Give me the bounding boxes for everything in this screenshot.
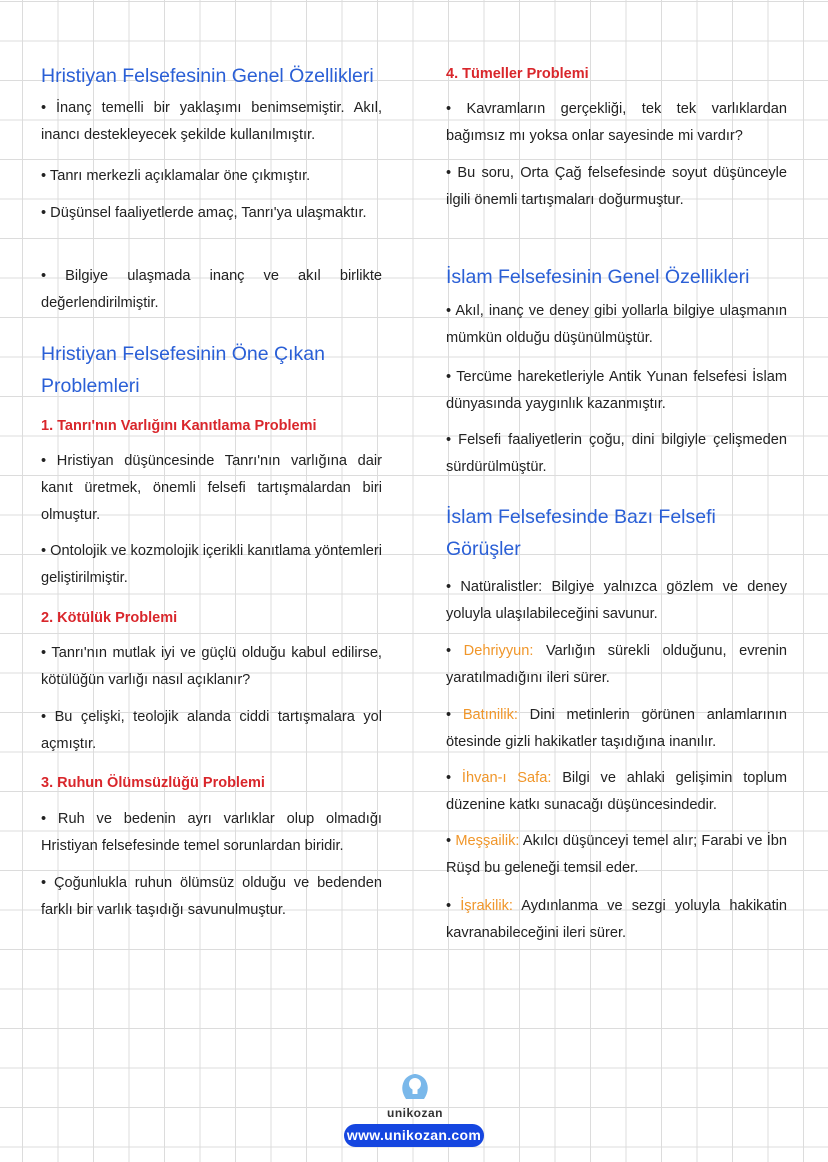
head-lightbulb-icon xyxy=(400,1073,430,1101)
brand-logo xyxy=(380,1073,450,1120)
view-item: • Meşşailik: Akılcı düşünceyi temel alır; Farabi ve İbn Rüşd bu geleneği temsil eder. xyxy=(446,833,788,876)
heading-christian-general: Hristiyan Felsefesinin Genel Özellikleri xyxy=(41,65,374,87)
view-term: İşrakilik: xyxy=(460,898,513,914)
list-item: • Hristiyan düşüncesinde Tanrı'nın varlığına dair kanıt üretmek, önemli felsefi tartışmalardan biri olmuştur. xyxy=(41,453,382,523)
view-item: • Natüralistler: Bilgiye yalnızca gözlem ve deney yoluyla ulaşılabileceğini savunur. xyxy=(446,579,787,622)
view-item: • İhvan-ı Safa: Bilgi ve ahlaki gelişimin toplum düzenine katkı sunacağı düşüncesindedir. xyxy=(446,770,788,813)
view-text: Varlığın sürekli olduğunu, evrenin yaratılmadığını ileri sürer. xyxy=(446,643,788,686)
list-item: • Çoğunlukla ruhun ölümsüz olduğu ve bedenden farklı bir varlık taşıdığı savunulmuştur. xyxy=(41,875,382,918)
list-item: • Felsefi faaliyetlerin çoğu, dini bilgiyle çelişmeden sürdürülmüştür. xyxy=(446,432,787,475)
brand-name: unikozan xyxy=(386,1106,443,1120)
list-item: • Tercüme hareketleriyle Antik Yunan felsefesi İslam dünyasında yaygınlık kazanmıştır. xyxy=(446,369,787,412)
view-text: Aydınlanma ve sezgi yoluyla hakikatin kavranabileceğini ileri sürer. xyxy=(446,898,788,941)
view-term: İhvan-ı Safa: xyxy=(461,770,552,786)
subheading-problem-1: 1. Tanrı'nın Varlığını Kanıtlama Problemi xyxy=(41,418,317,434)
view-text: Akılcı düşünceyi temel alır; Farabi ve İbn Rüşd bu geleneği temsil eder. xyxy=(446,833,788,876)
view-term: Dehriyyun: xyxy=(463,643,534,659)
view-term: Batınilik: xyxy=(462,707,518,723)
list-item: • Düşünsel faaliyetlerde amaç, Tanrı'ya ulaşmaktır. xyxy=(41,205,367,221)
heading-islam-views: İslam Felsefesinde Bazı Felsefi Görüşler xyxy=(446,506,716,560)
view-term: Natüralistler: xyxy=(460,579,543,595)
heading-islam-general: İslam Felsefesinin Genel Özellikleri xyxy=(446,266,750,288)
subheading-problem-3: 3. Ruhun Ölümsüzlüğü Problemi xyxy=(41,775,265,791)
view-text: Dini metinlerin görünen anlamlarının ötesinde gizli hakikatler taşıdığına inanılır. xyxy=(446,707,788,750)
view-term: Meşşailik: xyxy=(455,833,520,849)
list-item: • Tanrı'nın mutlak iyi ve güçlü olduğu kabul edilirse, kötülüğün varlığı nasıl açıklanır? xyxy=(41,645,382,688)
list-item: • Ontolojik ve kozmolojik içerikli kanıtlama yöntemleri geliştirilmiştir. xyxy=(41,543,382,586)
website-link[interactable]: www.unikozan.com xyxy=(344,1124,484,1147)
list-item: • İnanç temelli bir yaklaşımı benimsemiştir. Akıl, inancı destekleyecek şekilde kullanılmıştır. xyxy=(41,100,382,143)
subheading-problem-4: 4. Tümeller Problemi xyxy=(446,66,589,82)
view-item: • İşrakilik: Aydınlanma ve sezgi yoluyla hakikatin kavranabileceğini ileri sürer. xyxy=(446,898,788,941)
list-item: • Tanrı merkezli açıklamalar öne çıkmıştır. xyxy=(41,168,311,184)
list-item: • Bu çelişki, teolojik alanda ciddi tartışmalara yol açmıştır. xyxy=(41,709,382,752)
list-item: • Bu soru, Orta Çağ felsefesinde soyut düşünceyle ilgili önemli tartışmaları doğurmuştur. xyxy=(446,165,787,208)
view-text: Bilgiye yalnızca gözlem ve deney yoluyla ulaşılabileceğini savunur. xyxy=(446,579,787,622)
subheading-problem-2: 2. Kötülük Problemi xyxy=(41,610,178,626)
list-item: • Kavramların gerçekliği, tek tek varlıklardan bağımsız mı yoksa onlar sayesinde mi vardır? xyxy=(446,101,787,144)
list-item: • Bilgiye ulaşmada inanç ve akıl birlikte değerlendirilmiştir. xyxy=(41,268,382,311)
list-item: • Ruh ve bedenin ayrı varlıklar olup olmadığı Hristiyan felsefesinde temel sorunlardan biridir. xyxy=(41,811,382,854)
list-item: • Akıl, inanç ve deney gibi yollarla bilgiye ulaşmanın mümkün olduğu düşünülmüştür. xyxy=(446,303,787,346)
heading-christian-problems: Hristiyan Felsefesinin Öne Çıkan Problemleri xyxy=(41,343,325,397)
view-item: • Batınilik: Dini metinlerin görünen anlamlarının ötesinde gizli hakikatler taşıdığına inanılır. xyxy=(446,707,788,750)
view-item: • Dehriyyun: Varlığın sürekli olduğunu, evrenin yaratılmadığını ileri sürer. xyxy=(446,643,788,686)
view-text: Bilgi ve ahlaki gelişimin toplum düzenine katkı sunacağı düşüncesindedir. xyxy=(446,770,788,813)
